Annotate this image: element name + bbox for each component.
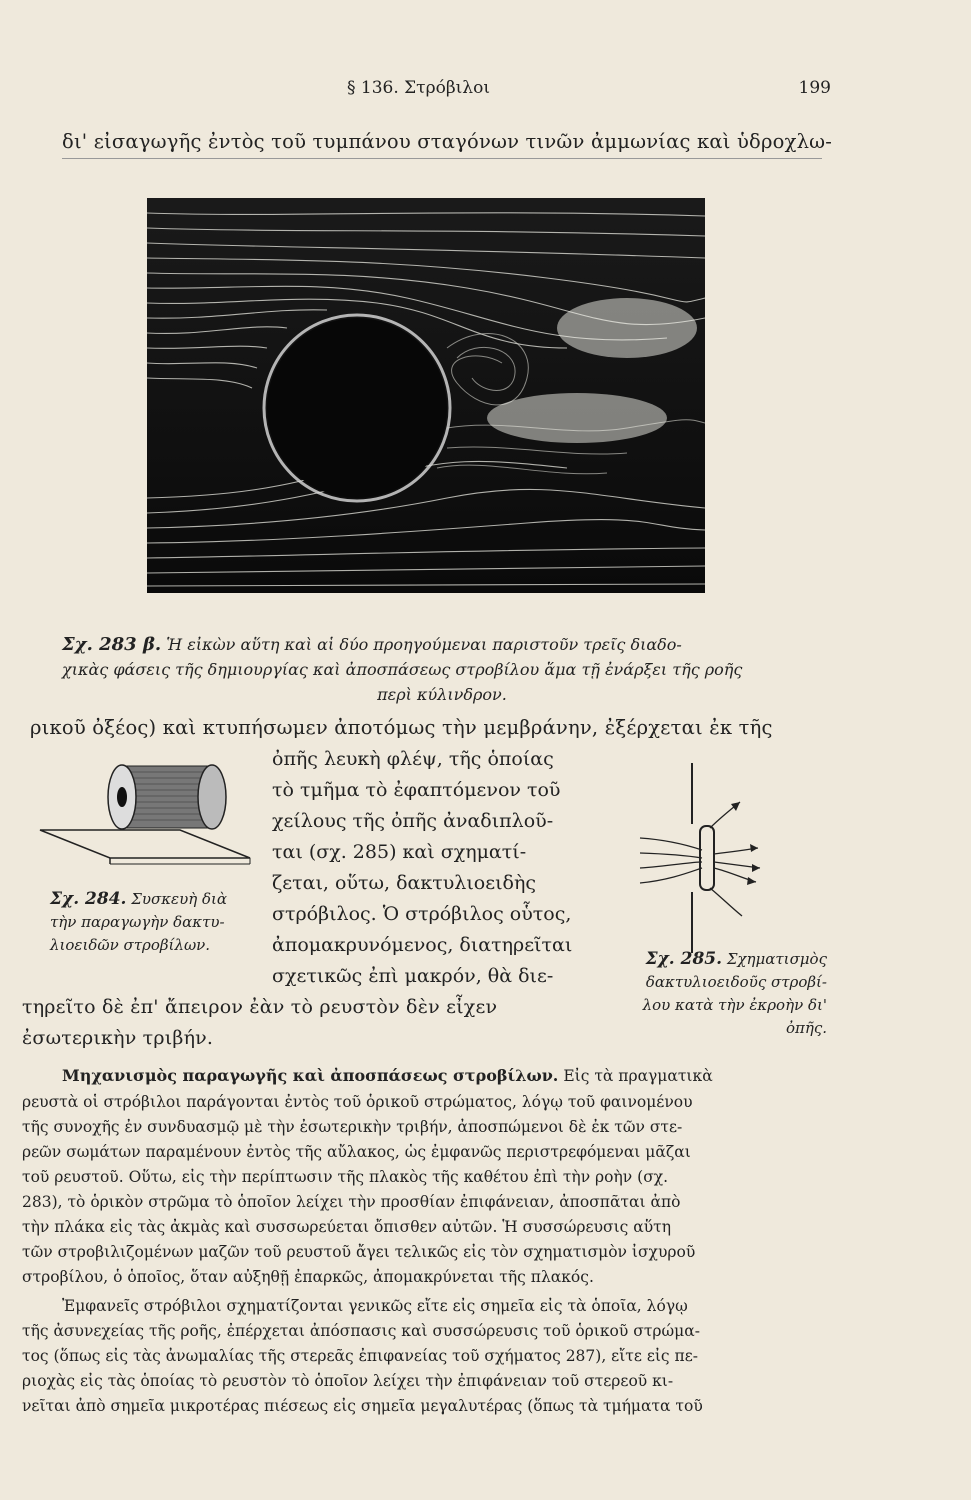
caption-283-line2: χικὰς φάσεις τῆς δημιουργίας καὶ ἀποσπάσεως στροβίλου ἅμα τῇ ἐνάρξει τῆς ροῆς [62,660,743,679]
paragraph-1-line-0: Εἰς τὰ πραγματικὰ [563,1067,713,1085]
figure-284-label: Σχ. 284. [50,889,127,909]
ring-vortex-diagram [630,758,770,958]
figure-285-caption [592,948,827,1040]
middle-line-7: ἀπομακρυνόμενος, διατηρεῖται [272,934,573,956]
caption-285-line2: δακτυλιοειδοῦς στροβί- [645,973,827,991]
paragraph-1-line-5: 283), τὸ ὁρικὸν στρῶμα τὸ ὁποῖον λείχει τὴν προσθίαν ἐπιφάνειαν, ἀποσπᾶται ἀπὸ [22,1193,681,1211]
caption-284-line3: λιοειδῶν στροβίλων. [50,936,211,954]
caption-284-line2: τὴν παραγωγὴν δακτυ- [50,913,225,931]
paragraph-1-line-8: στροβίλου, ὁ ὁποῖος, ὅταν αὐξηθῇ ἐπαρκῶς, ἀπομακρύνεται τῆς πλακός. [22,1268,594,1286]
caption-285-line4: ὀπῆς. [785,1019,827,1037]
figure-283-caption [62,632,822,707]
paragraph-2-line-3: ριοχὰς εἰς τὰς ὁποίας τὸ ρευστὸν τὸ ὁποῖον λείχει τὴν ἐπιφάνειαν τοῦ στερεοῦ κι- [22,1372,674,1390]
running-header: § 136. Στρόβιλοι [347,78,490,98]
middle-line-8: σχετικῶς ἐπὶ μακρόν, θὰ διε- [272,965,554,987]
paragraph-2-line-1: τῆς ἀσυνεχείας τῆς ροῆς, ἐπέρχεται ἀπόσπασις καὶ συσσώρευσις τοῦ ὁρικοῦ στρώμα- [22,1322,700,1340]
paragraph-1-line-6: τὴν πλάκα εἰς τὰς ἀκμὰς καὶ συσσωρεύεται ὄπισθεν αὐτῶν. Ἡ συσσώρευσις αὕτη [22,1218,672,1236]
caption-283-line3: περὶ κύλινδρον. [377,685,507,704]
continuation-line-1: τηρεῖτο δὲ ἐπ' ἄπειρον ἐὰν τὸ ρευστὸν δὲν εἶχεν [22,996,498,1018]
figure-285-label: Σχ. 285. [645,949,723,969]
figure-283-label: Σχ. 283 β. [62,634,162,655]
middle-line-6: στρόβιλος. Ὁ στρόβιλος οὗτος, [272,903,572,925]
paragraph-1-line-2: τῆς συνοχῆς ἐν συνδυασμῷ μὲ τὴν ἐσωτερικὴν τριβήν, ἀποσπώμενοι δὲ ἐκ τῶν στε- [22,1118,683,1136]
paragraph-1-line-3: ρεῶν σωμάτων παραμένουν ἐντὸς τῆς αὔλακος, ὡς ἐμφανῶς περιστρεφόμεναι μᾶζαι [22,1143,691,1161]
paragraph-1-line-7: τῶν στροβιλιζομένων μαζῶν τοῦ ρευστοῦ ἄγει τελικῶς εἰς τὸν σχηματισμὸν ἰσχυροῦ [22,1243,696,1261]
caption-285-line1: Σχηματισμὸς [726,950,827,968]
middle-line-4: ται (σχ. 285) καὶ σχηματί- [272,841,527,863]
paragraph-2-line-4: νεῖται ἀπὸ σημεῖα μικροτέρας πιέσεως εἰς σημεῖα μεγαλυτέρας (ὅπως τὰ τμήματα τοῦ [22,1397,703,1415]
middle-line-5: ζεται, οὕτω, δακτυλιοειδὴς [272,872,536,894]
continuation-line-2: ἐσωτερικὴν τριβήν. [22,1027,214,1049]
ring-vortex-apparatus-figure [30,758,252,878]
section-heading-line [62,1066,713,1085]
figure-284-caption [50,888,260,957]
middle-line-3: χείλους τῆς ὀπῆς ἀναδιπλοῦ- [272,810,554,832]
divider [62,158,822,159]
section-heading: Μηχανισμὸς παραγωγῆς καὶ ἀποσπάσεως στροβίλων. [62,1066,559,1085]
caption-284-line1: Συσκευὴ διὰ [131,890,227,908]
caption-283-line1: Ἡ εἰκὼν αὕτη καὶ αἱ δύο προηγούμεναι παριστοῦν τρεῖς διαδο- [166,635,682,654]
middle-line-2: τὸ τμῆμα τὸ ἐφαπτόμενον τοῦ [272,779,561,801]
middle-line-1: ὀπῆς λευκὴ φλέψ, τῆς ὁποίας [272,748,554,770]
flow-photograph [147,198,705,593]
caption-285-line3: λου κατὰ τὴν ἐκροὴν δι' [642,996,827,1014]
paragraph-2-line-0: Ἐμφανεῖς στρόβιλοι σχηματίζονται γενικῶς εἴτε εἰς σημεῖα εἰς τὰ ὁποῖα, λόγῳ [62,1297,688,1315]
paragraph-1-line-4: τοῦ ρευστοῦ. Οὕτω, εἰς τὴν περίπτωσιν τῆς πλακὸς τῆς καθέτου ἐπὶ τὴν ροὴν (σχ. [22,1168,669,1186]
page-number: 199 [798,78,831,98]
body-full-line: ρικοῦ ὀξέος) καὶ κτυπήσωμεν ἀποτόμως τὴν μεμβράνην, ἐξέρχεται ἐκ τῆς [30,716,773,739]
paragraph-1-line-1: ρευστὰ οἱ στρόβιλοι παράγονται ἐντὸς τοῦ ὁρικοῦ στρώματος, λόγῳ τοῦ φαινομένου [22,1093,693,1111]
top-text-line: δι' εἰσαγωγῆς ἐντὸς τοῦ τυμπάνου σταγόνων τινῶν ἀμμωνίας καὶ ὑδροχλω- [62,130,833,153]
paragraph-2-line-2: τος (ὅπως εἰς τὰς ἀνωμαλίας τῆς στερεᾶς ἐπιφανείας τοῦ σχήματος 287), εἴτε εἰς πε- [22,1347,698,1365]
